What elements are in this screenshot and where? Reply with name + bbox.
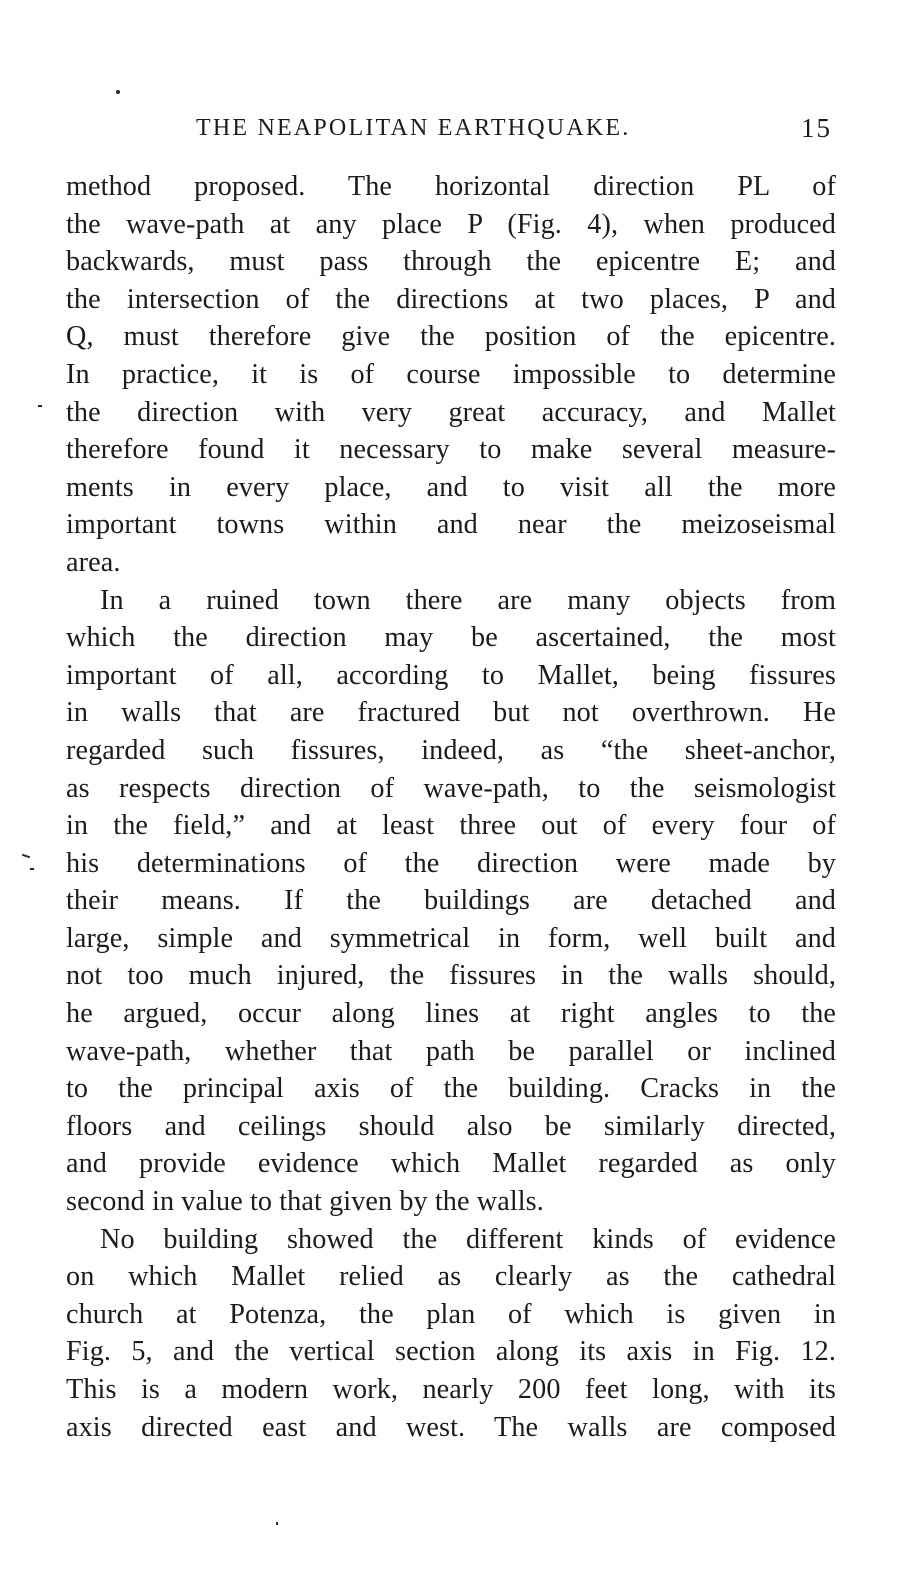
- paragraph: [66, 168, 836, 582]
- text-line: in the field,” and at least three out of every four of: [66, 810, 836, 842]
- text-line: No building showed the different kinds of evidence: [100, 1223, 836, 1255]
- text-line: their means. If the buildings are detached and: [66, 885, 836, 917]
- text-line: church at Potenza, the plan of which is given in: [66, 1298, 836, 1330]
- paragraph: [66, 1221, 836, 1447]
- text-line: therefore found it necessary to make several measure-: [66, 434, 836, 466]
- running-title: THE NEAPOLITAN EARTHQUAKE.: [196, 115, 631, 141]
- text-line: the direction with very great accuracy, and Mallet: [66, 396, 836, 428]
- page-header: [66, 108, 836, 148]
- page-body: [66, 168, 836, 1446]
- text-line: axis directed east and west. The walls are composed: [66, 1411, 836, 1443]
- text-line: regarded such fissures, indeed, as “the sheet-anchor,: [66, 734, 836, 766]
- text-line: which the direction may be ascertained, the most: [66, 622, 836, 654]
- text-line: he argued, occur along lines at right angles to the: [66, 998, 836, 1030]
- paragraph: [66, 582, 836, 1221]
- page-number: 15: [801, 113, 832, 143]
- text-line: floors and ceilings should also be similarly directed,: [66, 1110, 836, 1142]
- text-line: to the principal axis of the building. Cracks in the: [66, 1073, 836, 1105]
- text-line: second in value to that given by the walls.: [66, 1186, 544, 1218]
- text-line: and provide evidence which Mallet regarded as only: [66, 1148, 836, 1180]
- ink-speck: [38, 405, 42, 407]
- text-line: large, simple and symmetrical in form, well built and: [66, 922, 836, 954]
- text-line: This is a modern work, nearly 200 feet long, with its: [66, 1374, 836, 1405]
- ink-speck: [30, 868, 34, 870]
- text-line: on which Mallet relied as clearly as the cathedral: [66, 1261, 836, 1293]
- text-line: In a ruined town there are many objects from: [100, 584, 836, 616]
- text-line: wave-path, whether that path be parallel or inclined: [66, 1035, 836, 1067]
- ink-speck: [116, 90, 120, 94]
- ink-speck: [22, 854, 30, 859]
- text-line: as respects direction of wave-path, to the seismologist: [66, 772, 836, 804]
- text-line: Q, must therefore give the position of the epicentre.: [66, 321, 836, 353]
- text-line: not too much injured, the fissures in the walls should,: [66, 960, 836, 992]
- text-line: important of all, according to Mallet, being fissures: [66, 659, 836, 691]
- text-line: the wave-path at any place P (Fig. 4), when produced: [66, 208, 836, 240]
- text-line: Fig. 5, and the vertical section along its axis in Fig. 12.: [66, 1336, 836, 1368]
- text-line: area.: [66, 546, 121, 578]
- text-line: his determinations of the direction were made by: [66, 847, 836, 879]
- text-line: In practice, it is of course impossible to determine: [66, 358, 836, 390]
- text-line: method proposed. The horizontal direction PL of: [66, 171, 836, 202]
- text-line: backwards, must pass through the epicentre E; and: [66, 246, 836, 278]
- text-line: the intersection of the directions at two places, P and: [66, 283, 836, 315]
- ink-speck: [276, 1522, 278, 1525]
- text-line: in walls that are fractured but not overthrown. He: [66, 697, 836, 729]
- text-line: important towns within and near the meizoseismal: [66, 509, 836, 541]
- text-line: ments in every place, and to visit all the more: [66, 471, 836, 503]
